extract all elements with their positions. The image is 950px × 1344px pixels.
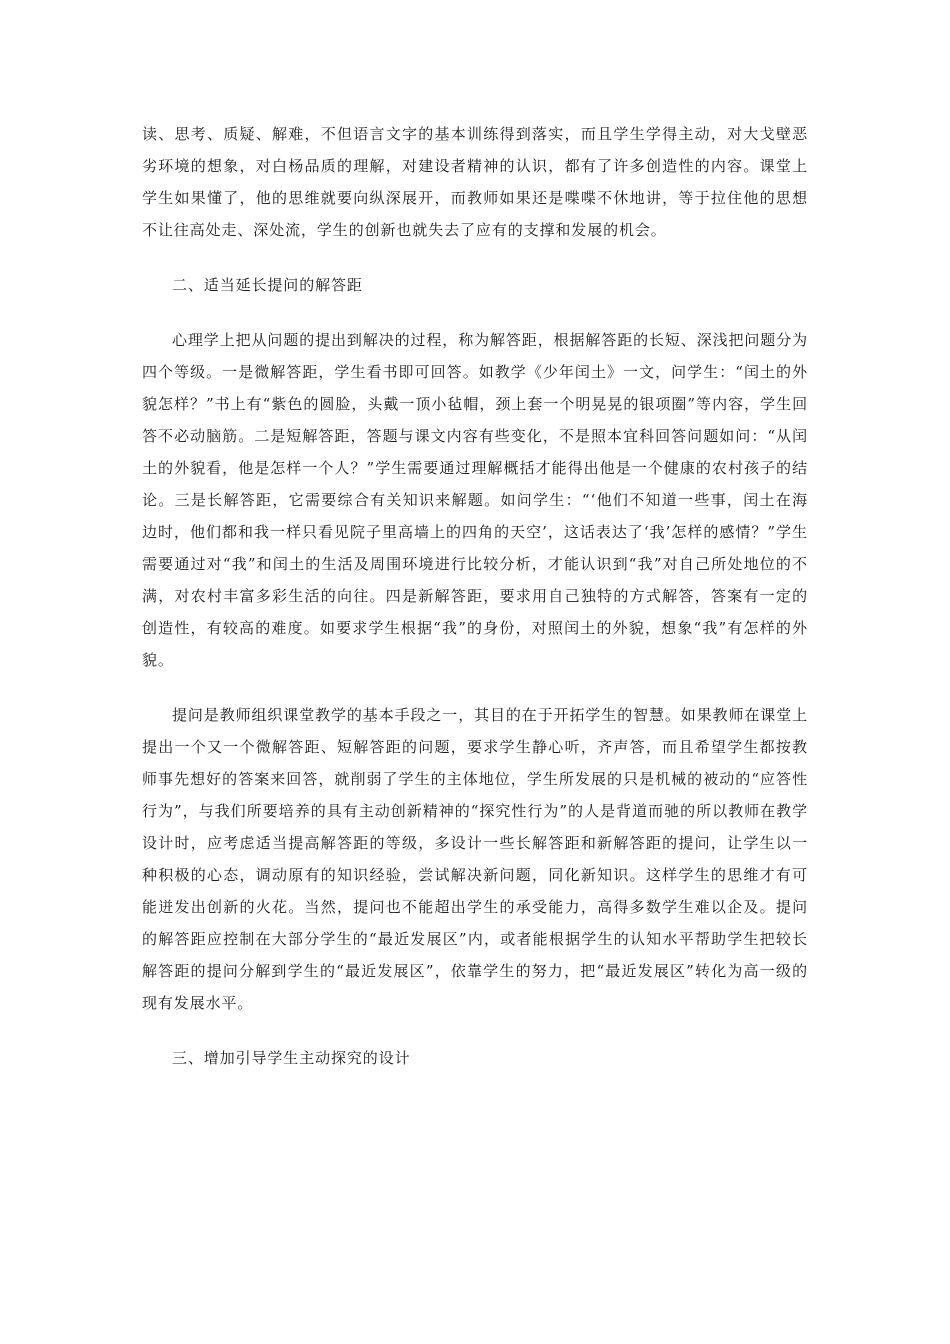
document-page bbox=[142, 118, 808, 1097]
section-heading-2: 二、适当延长提问的解答距 bbox=[172, 276, 363, 294]
section-heading-3: 三、增加引导学生主动探究的设计 bbox=[172, 1049, 411, 1067]
paragraph-answer-distance: 心理学上把从问题的提出到解决的过程，称为解答距，根据解答距的长短、深浅把问题分为四个等级。一是微解答距，学生看书即可回答。如教学《少年闰土》一文，问学生：“闰土的外貌怎样？”书上有“紫色的圆脸，头戴一顶小毡帽，颈上套一个明晃晃的银项圈”等内容，学生回答不必动脑筋。二是短解答距，答题与课文内容有些变化，不是照本宜科回答问题如问：“从闰土的外貌看，他是怎样一个人？”学生需要通过理解概括才能得出他是一个健康的农村孩子的结论。三是长解答距，它需要综合有关知识来解题。如问学生：“‘他们不知道一些事，闰土在海边时，他们都和我一样只看见院子里高墙上的四角的天空’，这话表达了‘我’怎样的感情？”学生需要通过对“我”和闰土的生活及周围环境进行比较分析，才能认识到“我”对自己所处地位的不满，对农村丰富多彩生活的向往。四是新解答距，要求用自己独特的方式解答，答案有一定的创造性，有较高的难度。如要求学生根据“我”的身份，对照闰土的外貌，想象“我”有怎样的外貌。 bbox=[142, 331, 809, 669]
paragraph-questioning: 提问是教师组织课堂教学的基本手段之一，其目的在于开拓学生的智慧。如果教师在课堂上提出一个又一个微解答距、短解答距的问题，要求学生静心听，齐声答，而且希望学生都按教师事先想好的答案来回答，就削弱了学生的主体地位，学生所发展的只是机械的被动的“应答性行为”，与我们所要培养的具有主动创新精神的“探究性行为”的人是背道而驰的所以教师在教学设计时，应考虑适当提高解答距的等级，多设计一些长解答距和新解答距的提问，让学生以一种积极的心态，调动原有的知识经验，尝试解决新问题，同化新知识。这样学生的思维才有可能迸发出创新的火花。当然，提问也不能超出学生的承受能力，高得多数学生难以企及。提问的解答距应控制在大部分学生的“最近发展区”内，或者能根据学生的认知水平帮助学生把较长解答距的提问分解到学生的“最近发展区”，依靠学生的努力，把“最近发展区”转化为高一级的现有发展水平。 bbox=[142, 706, 809, 1012]
paragraph-continued: 读、思考、质疑、解难，不但语言文字的基本训练得到落实，而且学生学得主动，对大戈壁恶劣环境的想象，对白杨品质的理解，对建设者精神的认识，都有了许多创造性的内容。课堂上学生如果懂了，他的思维就要向纵深展开，而教师如果还是喋喋不休地讲，等于拉住他的思想不让往高处走、深处流，学生的创新也就失去了应有的支撑和发展的机会。 bbox=[142, 125, 808, 239]
